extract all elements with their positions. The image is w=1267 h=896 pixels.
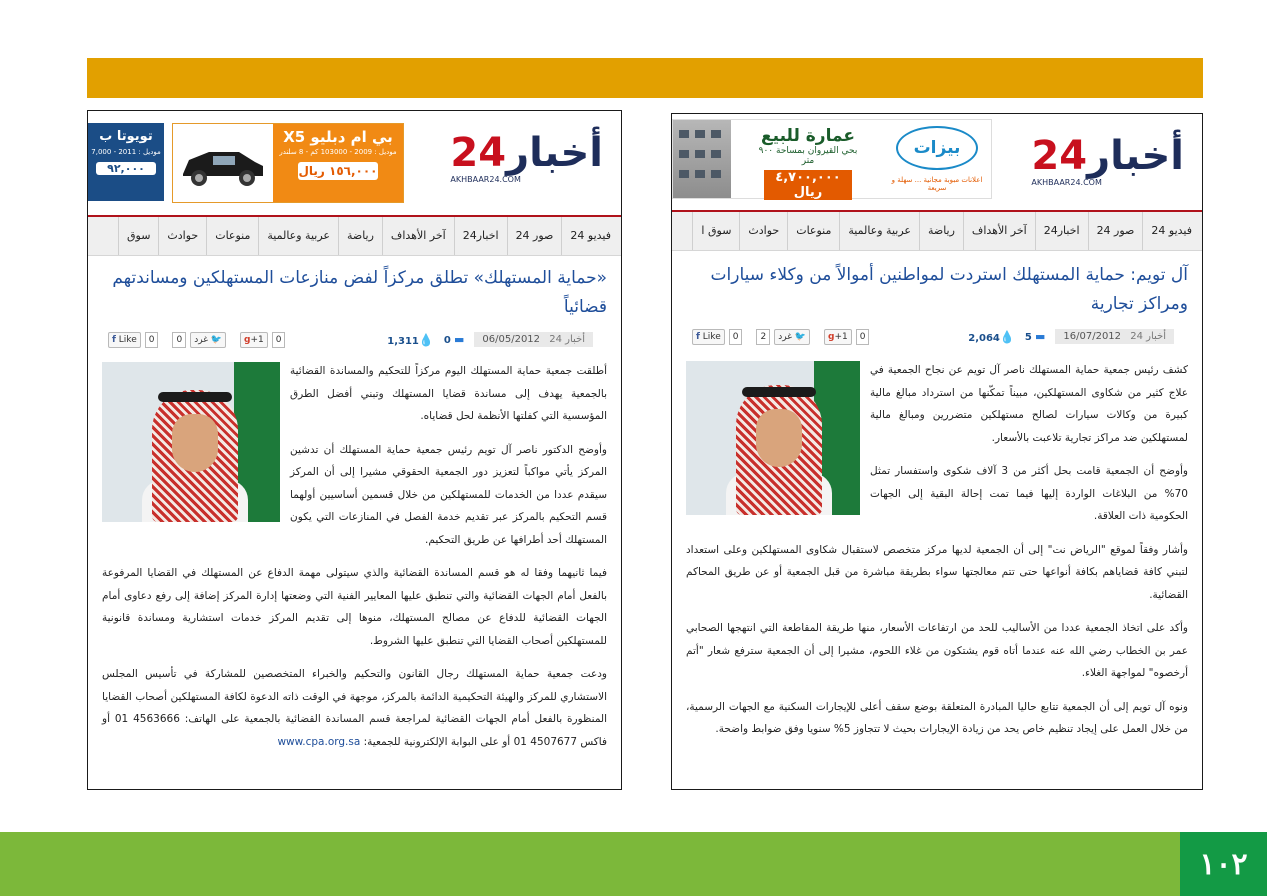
article-paragraph: وأوضح الدكتور ناصر آل تويم رئيس جمعية حماية المستهلك أن تدشين المركز يأتي مواكباً لتعزيز دور الجمعية الحقوقي مشيرا إلى أن المركز سيقدم عددا من الخدمات للمستهلكين من خلال قسمين أساسيين أولهما قسم التحكيم بالمركز عبر تقديم خدمة الفصل في المنازعات التي يكون المستهلك أحد أطرافها عن طريق التحكيم.: [290, 443, 607, 546]
views-counter: [968, 330, 1015, 344]
social-buttons: [692, 329, 869, 345]
site-nav: [88, 217, 621, 256]
gplus-count: 0: [272, 332, 286, 348]
views-counter: [387, 333, 434, 347]
nav-item-incidents[interactable]: حوادث: [739, 212, 787, 250]
nav-item-incidents[interactable]: حوادث: [158, 217, 206, 255]
gplus-icon: g: [244, 335, 251, 345]
tweet-label: غرد: [778, 332, 792, 342]
article-paragraph-text: ودعت جمعية حماية المستهلك رجال القانون والتحكيم والخبراء المتخصصين للمشاركة في تأسيس المجلس الاستشاري للمركز والهيئة التحكيمية الدائمة بالمركز، موجهة في الوقت ذاته الدعوة لكافة المستهلكين أصحاب القضايا المنظورة بالفعل أمام الجهات القضائية لمراجعة قسم المساندة القضائية بالجمعية على الهاتف: 4563666 01 أو فاكس 4507677 01 أو على البوابة الإلكترونية للجمعية:: [102, 668, 608, 748]
site-header: [672, 114, 1202, 212]
building-photo: [673, 120, 731, 198]
bezaat-logo: بيزات: [896, 126, 978, 170]
nav-item-sports[interactable]: رياضة: [919, 212, 963, 250]
car-ad-subtitle: موديل : 2009 - 103000 كم - 8 سلندر: [279, 148, 397, 156]
site-nav: [672, 212, 1202, 251]
toyota-ad-subtitle: موديل : 2011 - 7,000: [91, 148, 161, 156]
site-header: [88, 111, 621, 217]
nav-item-goals[interactable]: آخر الأهداف: [963, 212, 1035, 250]
article-title[interactable]: آل تويم: حماية المستهلك استردت لمواطنين أموالاً من وكلاء سيارات ومراكز تجارية: [710, 265, 1188, 314]
photo-face: [756, 409, 802, 467]
comments-count: 0: [443, 335, 451, 346]
toyota-ad-price: ٩٢,٠٠٠: [96, 162, 156, 175]
tweet-button[interactable]: [774, 329, 810, 345]
bezaat-tagline: اعلانات مبوبة مجانية ... سهلة و سريعة: [891, 176, 983, 192]
article-paragraph: وأوضح أن الجمعية قامت بحل أكثر من 3 آلاف شكوى واستفسار تمثل 70% من البلاغات الواردة إليها فيما تمت إحالة البقية إلى الجهات الحكومية ذات العلاقة.: [870, 465, 1188, 522]
nav-item-misc[interactable]: منوعات: [206, 217, 258, 255]
article-photo: [686, 361, 860, 515]
car-ad-price: ١٥٦,٠٠٠ ريال: [298, 164, 378, 178]
nav-item-video[interactable]: فيديو 24: [561, 217, 621, 255]
comment-icon: ▬: [453, 333, 465, 346]
article-paragraph: فيما ثانيهما وفقا له هو قسم المساندة القضائية والذي سيتولى مهمة الدفاع عن المستهلك في القضايا المرفوعة بالفعل أمام الجهات القضائية والتي تنطبق عليها المعايير الفنية التي وضعتها إدارة المركز إضافة إلى رفع دعاوى أمام الجهات القضائية للدفاع عن مصالح المستهلك، منوها إلى تقديم المركز خدمات استشارية ومساندة قانونية للمستهلكين أصحاب القضايا التي تنطبق عليها الشروط.: [102, 567, 607, 647]
news-clipping-left: [87, 110, 622, 790]
article-paragraph: ونوه آل تويم إلى أن الجمعية تتابع حاليا المبادرة المتعلقة بوضع سقف أعلى للإيجارات السكنية مع الجهات الرسمية، من خلال العمل على إيجاد تنظيم خاص يحد من زيادة الإيجارات بحيث لا تتجاوز 5% سنويا وفق ضوابط واضحة.: [686, 700, 1188, 735]
car-ad-title: بي ام دبليو X5: [283, 128, 393, 146]
article-body: [102, 360, 607, 753]
logo-url: AKHBAAR24.COM: [1031, 178, 1102, 187]
estate-ad-price: ٤,٧٠٠,٠٠٠ ريال: [764, 170, 852, 200]
facebook-like-label: Like: [118, 335, 137, 345]
photo-face: [172, 414, 218, 472]
drop-icon: 💧: [418, 332, 434, 347]
car-ad-text: [273, 124, 403, 202]
gplus-label: +1: [834, 332, 848, 342]
tweet-label: غرد: [194, 335, 208, 345]
views-count: 2,064: [968, 332, 1000, 344]
facebook-like-count: 0: [145, 332, 159, 348]
website-link[interactable]: www.cpa.org.sa: [277, 735, 361, 748]
logo-number: 24: [450, 130, 507, 176]
twitter-bird-icon: 🐦: [210, 335, 222, 345]
facebook-like-button[interactable]: [108, 332, 141, 348]
article-meta: [686, 325, 1188, 351]
facebook-icon: f: [112, 335, 116, 345]
nav-item-market[interactable]: سوق: [118, 217, 158, 255]
akhbaar24-logo[interactable]: [450, 130, 603, 184]
article-paragraph-contact: [102, 663, 607, 753]
article-body: [686, 359, 1188, 741]
estate-ad-text: [753, 126, 863, 200]
facebook-icon: f: [696, 332, 700, 342]
comments-counter[interactable]: [444, 333, 465, 346]
logo-url: AKHBAAR24.COM: [450, 175, 521, 184]
estate-ad-title: عمارة للبيع: [761, 126, 855, 146]
nav-item-misc[interactable]: منوعات: [787, 212, 839, 250]
article-source: أخبار 24: [1130, 331, 1166, 342]
article-date: 16/07/2012: [1063, 331, 1122, 342]
page-number: ١٠٢: [1180, 832, 1267, 896]
news-clipping-right: [671, 113, 1203, 790]
real-estate-ad-banner[interactable]: [672, 119, 992, 199]
nav-item-photos[interactable]: صور 24: [1088, 212, 1143, 250]
nav-item-world[interactable]: عربية وعالمية: [258, 217, 338, 255]
logo-word: أخبار: [1087, 133, 1184, 179]
article-date-box: [1055, 329, 1174, 344]
article-photo: [102, 362, 280, 522]
gplus-button[interactable]: [824, 329, 852, 345]
logo-number: 24: [1031, 133, 1088, 179]
nav-item-news[interactable]: اخبار24: [454, 217, 507, 255]
gplus-icon: g: [828, 332, 835, 342]
facebook-like-label: Like: [702, 332, 721, 342]
article-paragraph: وأكد على اتخاذ الجمعية عددا من الأساليب للحد من ارتفاعات الأسعار، منها طريقة المقاطعة التي انتهجها الصحابي عمر بن الخطاب رضي الله عنه عندما أتاه قوم يشتكون من غلاء اللحوم، مشيرا إلى أن الجمعية سترفع شعار "أتم أرخصوه" لمواجهة الغلاء.: [686, 622, 1188, 679]
nav-item-market[interactable]: سوق ا: [692, 212, 739, 250]
footer-bar: [0, 832, 1180, 896]
photo-agal: [158, 392, 232, 402]
gplus-button[interactable]: [240, 332, 268, 348]
estate-ad-subtitle: بحي القيروان بمساحة ٩٠٠ متر: [758, 146, 858, 166]
comments-count: 5: [1024, 332, 1032, 343]
comments-counter[interactable]: [1025, 330, 1046, 343]
article-paragraph: كشف رئيس جمعية حماية المستهلك ناصر آل تويم عن نجاح الجمعية في علاج كثير من شكاوى المستهلكين، مبيناً تمكّنها من استرداد مبالغ مالية كبيرة من وكالات سيارات لصالح مستهلكين متضررين ومبالغ مالية لمستهلكين ضد مراكز تجارية تلاعبت بالأسعار.: [870, 364, 1188, 444]
tweet-button[interactable]: [190, 332, 226, 348]
car-ad-banner[interactable]: [172, 123, 404, 203]
article-paragraph: أطلقت جمعية حماية المستهلك اليوم مركزاً للتحكيم والمساندة القضائية بالجمعية يهدف إلى مساندة قضايا المستهلك وتبني أفضل الطرق المؤسسية التي كفلتها الأنظمة لحل قضاياه.: [290, 365, 607, 422]
social-buttons: [108, 332, 285, 348]
logo-word: أخبار: [506, 130, 603, 176]
drop-icon: 💧: [999, 329, 1015, 344]
header-color-band: [87, 58, 1203, 98]
nav-item-world[interactable]: عربية وعالمية: [839, 212, 919, 250]
nav-item-news[interactable]: اخبار24: [1035, 212, 1088, 250]
article-meta: [102, 328, 607, 354]
tweet-count: 0: [172, 332, 186, 348]
article-paragraph: وأشار وفقاً لموقع "الرياض نت" إلى أن الجمعية لديها مركز متخصص لاستقبال شكاوى المستهلكين وعلى استعداد لتبني كافة قضاياهم بكافة أنواعها حتى تتم معالجتها سواء بطريقة مباشرة من قبل الجمعية أو عن طريق المحاكم القضائية.: [686, 543, 1188, 601]
gplus-count: 0: [856, 329, 870, 345]
nav-item-photos[interactable]: صور 24: [507, 217, 562, 255]
photo-agal: [742, 387, 816, 397]
toyota-ad-banner[interactable]: [88, 123, 164, 201]
facebook-like-button[interactable]: [692, 329, 725, 345]
twitter-bird-icon: 🐦: [794, 332, 806, 342]
comment-icon: ▬: [1034, 330, 1046, 343]
article-source: أخبار 24: [549, 334, 585, 345]
article-title[interactable]: «حماية المستهلك» تطلق مركزاً لفض منازعات المستهلكين ومساندتهم قضائياً: [112, 268, 607, 317]
gplus-label: +1: [250, 335, 264, 345]
article-date-box: [474, 332, 593, 347]
nav-item-video[interactable]: فيديو 24: [1142, 212, 1202, 250]
toyota-ad-title: تويوتا ب: [99, 129, 153, 144]
nav-item-goals[interactable]: آخر الأهداف: [382, 217, 454, 255]
article-date: 06/05/2012: [482, 334, 541, 345]
akhbaar24-logo[interactable]: [1031, 133, 1184, 187]
nav-item-sports[interactable]: رياضة: [338, 217, 382, 255]
facebook-like-count: 0: [729, 329, 743, 345]
tweet-count: 2: [756, 329, 770, 345]
bezaat-brand: [889, 126, 985, 192]
car-icon: [179, 144, 267, 188]
views-count: 1,311: [387, 335, 419, 347]
